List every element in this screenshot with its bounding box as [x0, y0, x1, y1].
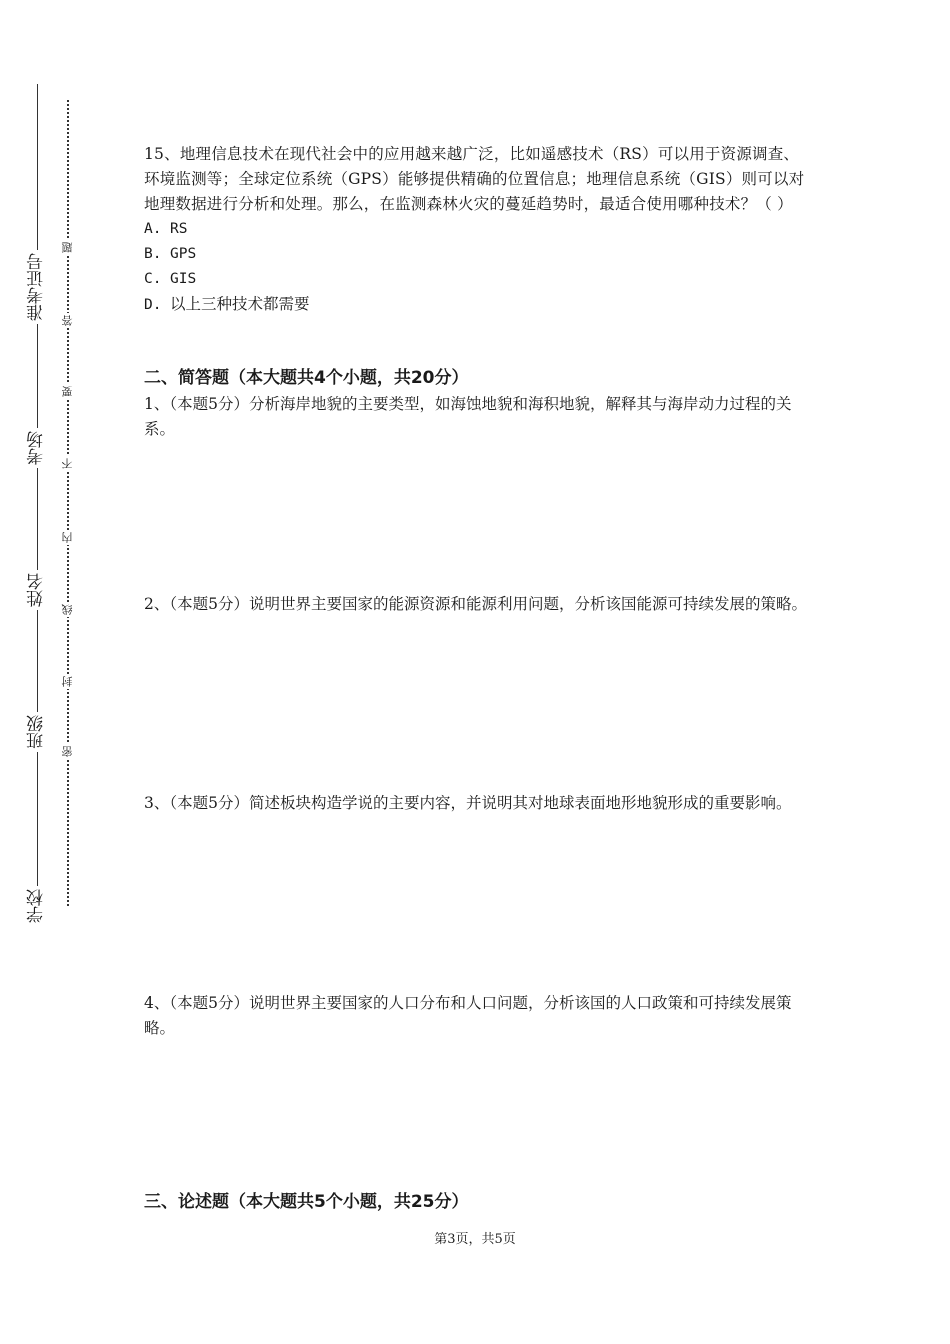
section-3-title: 三、论述题（本大题共5个小题，共25分）	[144, 1192, 469, 1212]
class-label: 班级	[24, 712, 50, 752]
section-2-title: 二、简答题（本大题共4个小题，共20分）	[144, 368, 469, 388]
option-a: A. RS	[144, 221, 188, 237]
option-b: B. GPS	[144, 246, 197, 262]
seal-dotted-line	[67, 100, 69, 906]
short-answer-3: 3、（本题5分）简述板块构造学说的主要内容，并说明其对地球表面地形地貌形成的重要影响。	[144, 794, 792, 812]
short-answer-2: 2、（本题5分）说明世界主要国家的能源资源和能源利用问题，分析该国能源可持续发展的策略。	[144, 595, 807, 613]
seal-char: 题	[61, 242, 74, 253]
page-number: 第3页，共5页	[434, 1232, 516, 1247]
seal-char: 封	[61, 676, 74, 687]
option-c: C. GIS	[144, 271, 197, 287]
exam-room-label: 考场	[24, 428, 50, 468]
seal-char: 不	[61, 458, 74, 469]
binding-line	[37, 84, 38, 926]
seal-char: 要	[61, 386, 74, 397]
question-15	[144, 142, 814, 318]
seal-char: 答	[61, 315, 74, 326]
name-label: 姓名	[24, 570, 50, 610]
seal-char: 线	[61, 604, 74, 615]
short-answer-1: 1、（本题5分）分析海岸地貌的主要类型，如海蚀地貌和海积地貌，解释其与海岸动力过程的关系。	[144, 395, 792, 438]
school-label: 学校	[24, 886, 50, 926]
question-stem: 15、地理信息技术在现代社会中的应用越来越广泛，比如遥感技术（RS）可以用于资源调查、环境监测等；全球定位系统（GPS）能够提供精确的位置信息；地理信息系统（GIS）则可以对地理数据进行分析和处理。那么，在监测森林火灾的蔓延趋势时，最适合使用哪种技术？（ ）	[144, 145, 805, 213]
seal-char: 内	[61, 532, 74, 543]
short-answer-4: 4、（本题5分）说明世界主要国家的人口分布和人口问题，分析该国的人口政策和可持续发展策略。	[144, 994, 792, 1037]
seal-char: 密	[61, 746, 74, 757]
option-d: D. 以上三种技术都需要	[144, 295, 310, 313]
exam-id-label: 准考证号	[24, 250, 50, 324]
